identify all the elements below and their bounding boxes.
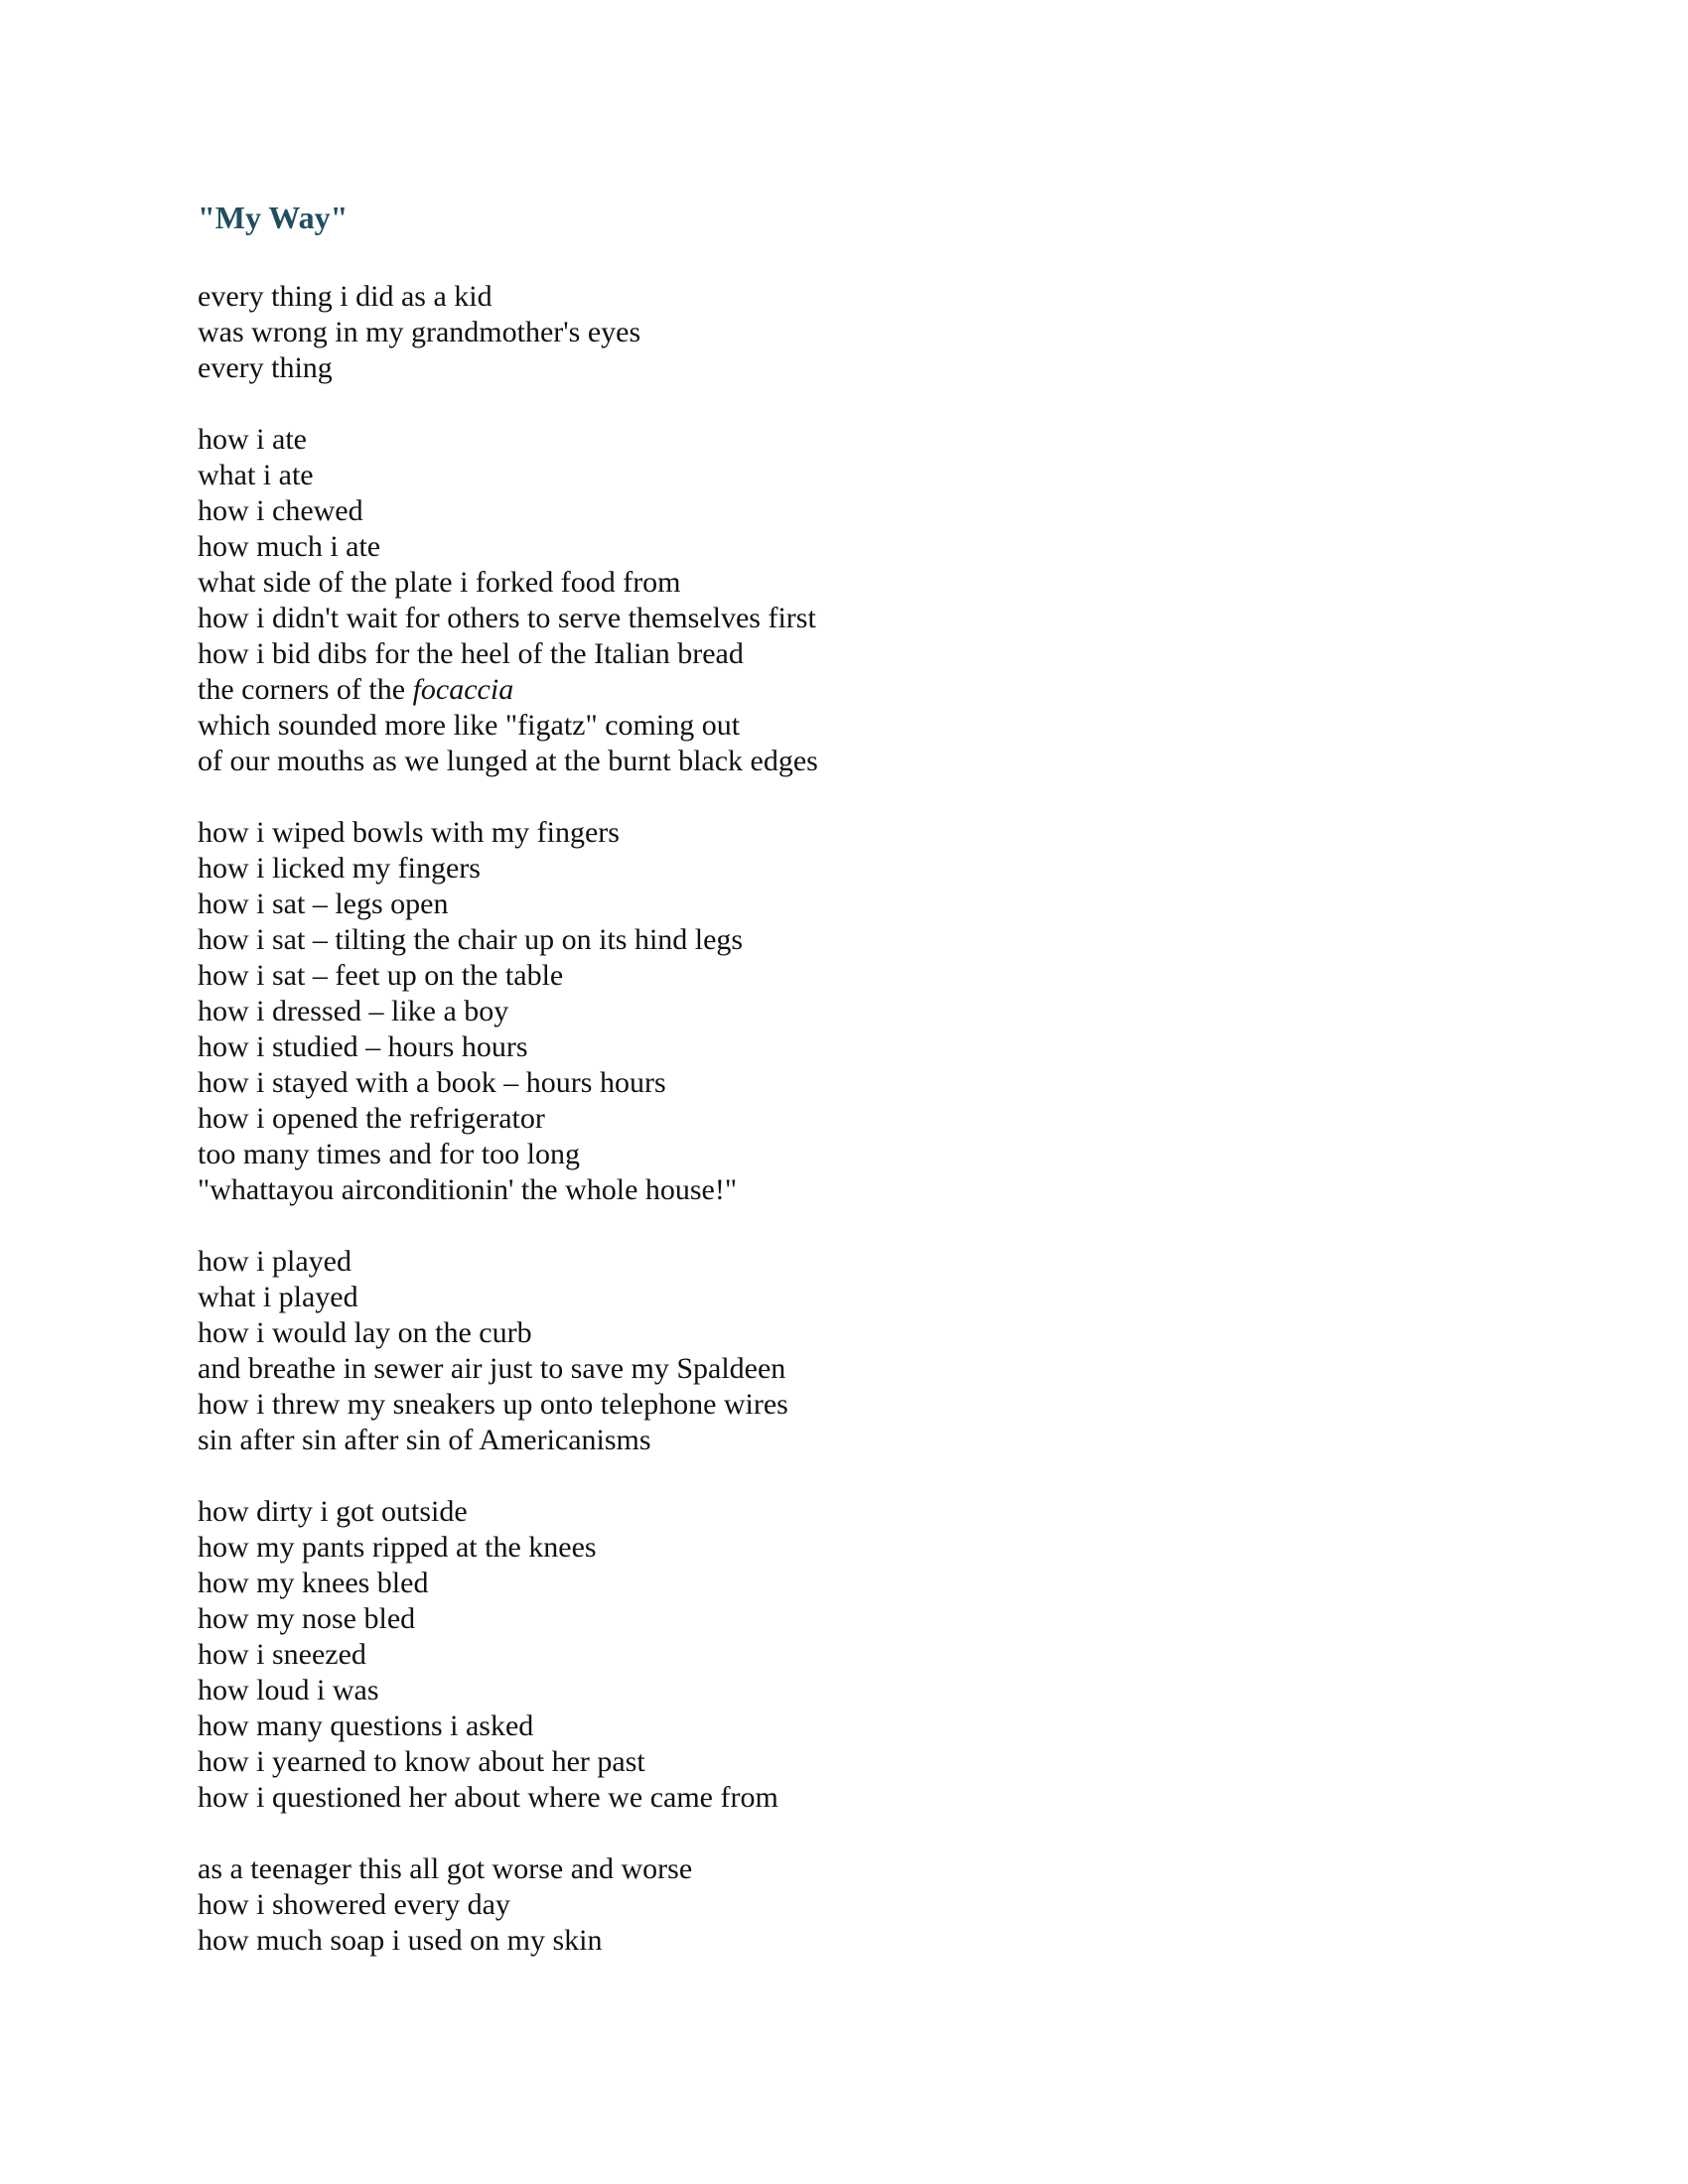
poem-line: how i played [198, 1245, 352, 1278]
poem-line: how many questions i asked [198, 1709, 534, 1742]
stanza-6 [198, 1851, 1488, 1959]
poem-line: how i bid dibs for the heel of the Italian bread [198, 637, 744, 670]
poem-line: every thing i did as a kid [198, 280, 492, 313]
poem-line: "whattayou airconditionin' the whole house!" [198, 1173, 738, 1206]
poem-line: what i ate [198, 459, 314, 491]
poem-line: how my nose bled [198, 1602, 416, 1635]
poem-line: how loud i was [198, 1674, 379, 1706]
poem-line: too many times and for too long [198, 1138, 580, 1170]
poem-line: how i sat – legs open [198, 887, 449, 920]
poem-line: how i wiped bowls with my fingers [198, 816, 620, 849]
poem-line: how my pants ripped at the knees [198, 1531, 597, 1564]
poem-line: and breathe in sewer air just to save my Spaldeen [198, 1352, 786, 1385]
poem-line: how i chewed [198, 494, 363, 527]
stanza-5 [198, 1494, 1488, 1816]
poem-line: sin after sin after sin of Americanisms [198, 1424, 651, 1456]
poem-line: how i showered every day [198, 1888, 510, 1921]
poem-line: which sounded more like "figatz" coming out [198, 709, 741, 742]
stanza-3 [198, 815, 1488, 1208]
stanza-1 [198, 279, 1488, 386]
poem-line: what side of the plate i forked food from [198, 566, 681, 599]
poem-line: how my knees bled [198, 1567, 429, 1599]
poem-line: was wrong in my grandmother's eyes [198, 316, 641, 348]
poem-line-with-italic [198, 672, 1488, 708]
poem-title: "My Way" [198, 200, 349, 235]
poem-line: how i licked my fingers [198, 852, 481, 885]
poem-line: how i ate [198, 423, 307, 456]
poem-line: how much soap i used on my skin [198, 1924, 603, 1957]
poem-line: as a teenager this all got worse and worse [198, 1852, 693, 1885]
poem [198, 196, 1488, 1994]
poem-line: how i sat – tilting the chair up on its hind legs [198, 923, 744, 956]
poem-line: what i played [198, 1281, 358, 1313]
italic-word: focaccia [412, 673, 514, 706]
poem-line: how i would lay on the curb [198, 1316, 532, 1349]
poem-line: how i threw my sneakers up onto telephone wires [198, 1388, 788, 1421]
poem-line: how much i ate [198, 530, 381, 563]
stanza-2 [198, 422, 1488, 779]
poem-line: of our mouths as we lunged at the burnt black edges [198, 745, 818, 777]
poem-line: how i sat – feet up on the table [198, 959, 564, 992]
poem-line: every thing [198, 351, 333, 384]
poem-line: how dirty i got outside [198, 1495, 468, 1528]
poem-line: how i didn't wait for others to serve themselves first [198, 602, 816, 634]
poem-line: how i stayed with a book – hours hours [198, 1066, 666, 1099]
poem-line: how i sneezed [198, 1638, 366, 1671]
poem-line: how i studied – hours hours [198, 1030, 528, 1063]
stanza-4 [198, 1244, 1488, 1458]
poem-line: how i yearned to know about her past [198, 1745, 645, 1778]
poem-line: how i dressed – like a boy [198, 995, 509, 1027]
poem-line-text: the corners of the [198, 673, 413, 706]
poem-line: how i questioned her about where we came from [198, 1781, 778, 1814]
poem-line: how i opened the refrigerator [198, 1102, 545, 1135]
